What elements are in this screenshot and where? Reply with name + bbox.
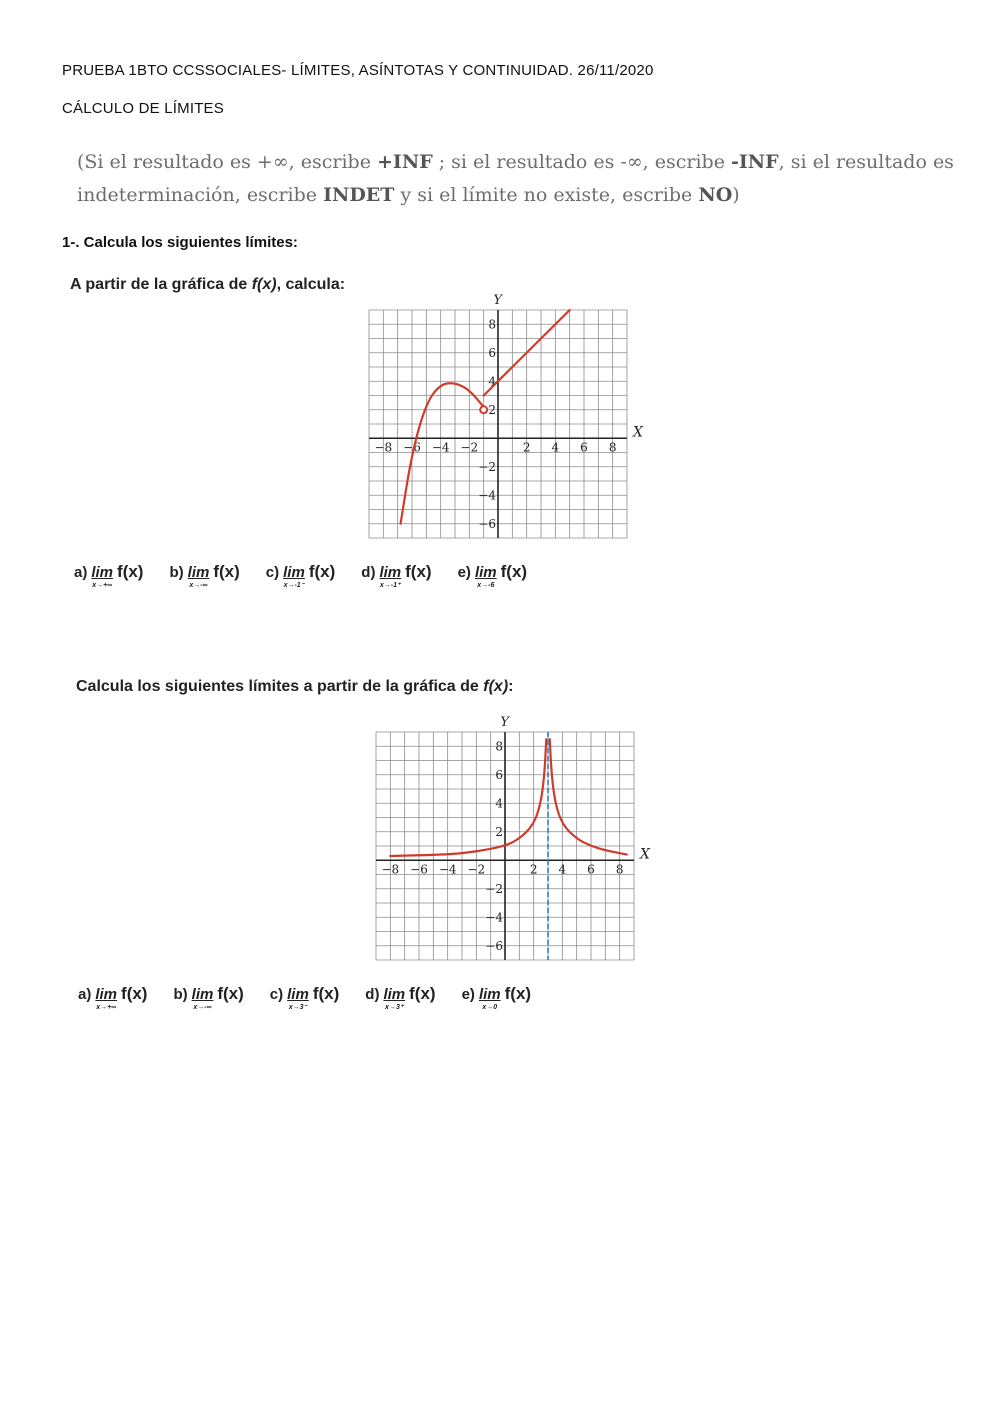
instructions-text: (Si el resultado es +∞, escribe (77, 151, 378, 173)
x-tick-label: −6 (410, 862, 428, 877)
limit-word: lim (287, 986, 309, 1003)
limit-word: lim (187, 564, 210, 581)
limit-subscript: x→3⁻ (288, 1004, 308, 1011)
limit-word: lim (383, 986, 406, 1003)
limit-subscript: x→0 (482, 1004, 498, 1011)
x-tick-label: 2 (529, 862, 538, 877)
limit-subscript: x→-6 (477, 582, 495, 589)
limit-letter: b) (169, 564, 184, 581)
limit-item (462, 984, 531, 1011)
limit-function: f(x) (213, 562, 240, 581)
limit-item (365, 984, 435, 1011)
x-tick-label: −8 (381, 862, 400, 877)
graph2-limits (78, 984, 557, 1011)
caption-text: A partir de la gráfica de (70, 276, 252, 293)
limit-word: lim (379, 564, 402, 581)
question-title: 1-. Calcula los siguientes límites: (62, 234, 298, 251)
limit-item (169, 562, 239, 589)
graph2-caption (76, 678, 513, 696)
function-curve (390, 739, 546, 856)
caption-fx: f(x) (251, 276, 277, 293)
graph1-caption (70, 276, 345, 294)
limit-item (173, 984, 243, 1011)
y-tick-label: 6 (495, 767, 503, 782)
keyword-no: NO (698, 184, 733, 206)
x-tick-label: 4 (551, 440, 560, 455)
limit-letter: d) (365, 986, 380, 1003)
limit-letter: a) (74, 564, 88, 581)
limit-item (78, 984, 147, 1011)
limit-item (270, 984, 339, 1011)
keyword-minus-inf: -INF (731, 151, 779, 173)
x-tick-label: −8 (374, 440, 393, 455)
limit-function: f(x) (117, 562, 144, 581)
limit-letter: d) (361, 564, 376, 581)
instructions-text: ; si el resultado es -∞, escribe (432, 151, 731, 173)
graph1-chart (355, 290, 655, 550)
limit-letter: c) (265, 564, 280, 581)
limit-letter: e) (457, 564, 471, 581)
x-axis-label: X (633, 424, 643, 441)
y-axis-label: Y (493, 293, 502, 308)
caption-text: Calcula los siguientes límites a partir de la gráfica de (76, 678, 484, 695)
instructions-text: y si el límite no existe, escribe (394, 184, 699, 206)
limit-function: f(x) (121, 984, 148, 1003)
limit-function: f(x) (409, 984, 436, 1003)
limit-word: lim (91, 564, 114, 581)
function-curve (550, 739, 627, 854)
x-tick-label: −2 (467, 862, 486, 877)
x-tick-label: 4 (558, 862, 567, 877)
limit-item (361, 562, 431, 589)
limit-word: lim (478, 986, 501, 1003)
instructions (77, 146, 957, 212)
keyword-indet: INDET (323, 184, 395, 206)
x-tick-label: −2 (460, 440, 479, 455)
limit-word: lim (191, 986, 214, 1003)
y-tick-label: −4 (485, 910, 503, 925)
y-tick-label: 6 (488, 345, 496, 360)
limit-function: f(x) (217, 984, 244, 1003)
x-tick-label: −6 (403, 440, 421, 455)
caption-fx: f(x) (483, 678, 509, 695)
x-axis-label: X (640, 846, 650, 863)
limit-word: lim (283, 564, 305, 581)
limit-function: f(x) (500, 562, 528, 581)
graph1-limits (74, 562, 553, 589)
section-title: CÁLCULO DE LÍMITES (62, 100, 224, 117)
limit-letter: b) (173, 986, 188, 1003)
y-tick-label: −2 (478, 459, 496, 474)
limit-subscript: x→+∞ (92, 582, 113, 589)
limit-word: lim (95, 986, 118, 1003)
limit-subscript: x→3⁺ (385, 1004, 404, 1011)
limit-function: f(x) (405, 562, 432, 581)
y-tick-label: 2 (495, 824, 503, 839)
document-title: PRUEBA 1BTO CCSSOCIALES- LÍMITES, ASÍNTOTAS Y CONTINUIDAD. 26/11/2020 (62, 62, 654, 79)
x-tick-label: 8 (608, 440, 617, 455)
limit-subscript: x→-1⁻ (283, 582, 305, 589)
limit-letter: a) (78, 986, 92, 1003)
limit-item (458, 562, 527, 589)
y-tick-label: −6 (478, 516, 496, 531)
caption-text: : (508, 678, 514, 695)
graph2-chart (362, 712, 662, 972)
limit-item (266, 562, 335, 589)
y-axis-label: Y (500, 715, 509, 730)
keyword-inf: +INF (377, 151, 433, 173)
limit-item (74, 562, 143, 589)
y-tick-label: 4 (488, 374, 496, 389)
y-tick-label: 2 (488, 402, 496, 417)
limit-letter: e) (461, 986, 475, 1003)
x-tick-label: 2 (522, 440, 531, 455)
y-tick-label: −6 (485, 938, 503, 953)
open-point (480, 406, 487, 413)
y-tick-label: 8 (488, 317, 496, 332)
x-tick-label: 6 (580, 440, 588, 455)
limit-function: f(x) (312, 984, 340, 1003)
x-tick-label: −4 (431, 440, 450, 455)
x-tick-label: 6 (587, 862, 595, 877)
instructions-text: , si el resultado es indeterminación, escribe (77, 151, 954, 206)
limit-subscript: x→-∞ (189, 582, 208, 589)
instructions-text: ) (732, 184, 740, 206)
y-tick-label: 8 (495, 739, 503, 754)
limit-word: lim (474, 564, 497, 581)
y-tick-label: 4 (495, 796, 503, 811)
limit-subscript: x→-∞ (193, 1004, 212, 1011)
caption-text: , calcula: (276, 276, 346, 293)
limit-subscript: x→-1⁺ (379, 582, 401, 589)
limit-function: f(x) (308, 562, 336, 581)
y-tick-label: −2 (485, 881, 503, 896)
x-tick-label: 8 (615, 862, 624, 877)
limit-letter: c) (269, 986, 284, 1003)
limit-subscript: x→+∞ (96, 1004, 117, 1011)
y-tick-label: −4 (478, 488, 496, 503)
x-tick-label: −4 (438, 862, 457, 877)
limit-function: f(x) (504, 984, 532, 1003)
